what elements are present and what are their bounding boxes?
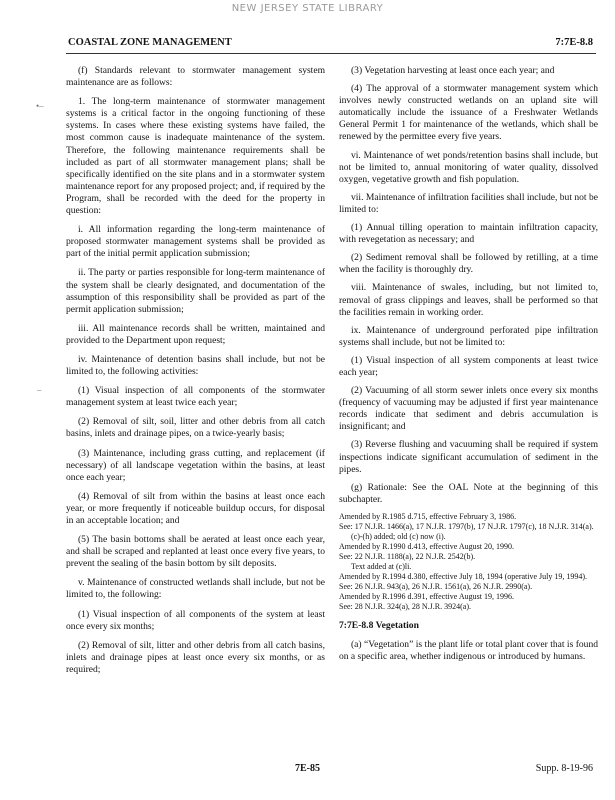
paragraph: (1) Annual tilling operation to maintain infiltration capacity, with revegetation as necessary; and	[339, 222, 598, 246]
paragraph: (3) Reverse flushing and vacuuming shall be required if system inspections indicate significant accumulation of sediment in the pipes.	[339, 439, 598, 475]
paragraph: iii. All maintenance records shall be written, maintained and provided to the Department upon request;	[66, 322, 325, 346]
history-line: See: 22 N.J.R. 1188(a), 22 N.J.R. 2542(b).	[339, 551, 476, 561]
paragraph: 1. The long-term maintenance of stormwater management systems is a critical factor in the ongoing functioning of these systems. In cases where these existing systems have failed, the most common cause is inadequate maintenance of the system. Therefore, the following maintenance requirements shall be included as part of all stormwater management plans; shall be specifically identified on the site plans and in a stormwater system maintenance report for any proposed project; and, if required by the Program, shall be recorded with the deed for the property in question:	[66, 96, 325, 217]
history-line: Amended by R.1994 d.380, effective July 18, 1994 (operative July 19, 1994).	[339, 571, 588, 581]
paragraph: (2) Removal of silt, litter and other debris from all catch basins, inlets and drainage pipes at least once every six months, or as required;	[66, 639, 325, 675]
paragraph: (4) Removal of silt from within the basins at least once each year, or more frequently if noticeable buildup occurs, for disposal in an acceptable location; and	[66, 490, 325, 526]
page-number: 7E-85	[295, 763, 320, 774]
paragraph: (2) Removal of silt, soil, litter and other debris from all catch basins, inlets and drainage pipes, on a twice-yearly basis;	[66, 416, 325, 440]
paragraph: (g) Rationale: See the OAL Note at the beginning of this subchapter.	[339, 481, 598, 505]
paragraph: (f) Standards relevant to stormwater management system maintenance are as follows:	[66, 65, 325, 89]
header-title: COASTAL ZONE MANAGEMENT	[68, 37, 232, 48]
history-line: See: 26 N.J.R. 943(a), 26 N.J.R. 1561(a), 26 N.J.R. 2990(a).	[339, 581, 533, 591]
paragraph: (1) Visual inspection of all components of the system at least once every six months;	[66, 608, 325, 632]
right-column	[339, 65, 598, 670]
paragraph: (1) Visual inspection of all components of the stormwater management system at least twice each year;	[66, 385, 325, 409]
paragraph: (2) Vacuuming of all storm sewer inlets once every six months (frequency of vacuuming may be adjusted if first year maintenance records indicate that sediment and debris accumulation is insignificant; and	[339, 385, 598, 433]
paragraph: (3) Vegetation harvesting at least once each year; and	[351, 65, 555, 76]
section-heading: 7:7E-8.8 Vegetation	[339, 619, 419, 631]
paragraph: v. Maintenance of constructed wetlands shall include, but not be limited to, the following:	[66, 577, 325, 601]
paragraph: i. All information regarding the long-term maintenance of proposed stormwater management systems shall be provided as part of the initial permit application submission;	[66, 224, 325, 260]
paragraph: viii. Maintenance of swales, including, but not limited to, removal of grass clippings and leaves, shall be performed so that the facilities remain in working order.	[339, 282, 598, 318]
history-line: Amended by R.1990 d.413, effective August 20, 1990.	[339, 541, 514, 551]
history-line: Text added at (c)li.	[351, 561, 412, 571]
history-line: See: 17 N.J.R. 1466(a), 17 N.J.R. 1797(b), 17 N.J.R. 1797(c), 18 N.J.R. 314(a).	[339, 521, 594, 531]
paragraph: vi. Maintenance of wet ponds/retention basins shall include, but not be limited to, annual monitoring of water quality, dissolved oxygen, vegetative growth and fish population.	[339, 149, 598, 185]
history-line: Amended by R.1996 d.391, effective August 19, 1996.	[339, 591, 514, 601]
history-line: (c)-(h) added; old (c) now (i).	[351, 531, 446, 541]
paragraph: iv. Maintenance of detention basins shall include, but not be limited to, the following activities:	[66, 353, 325, 378]
margin-mark: •–	[36, 101, 44, 111]
paragraph: ix. Maintenance of underground perforated pipe infiltration systems shall include, but not be limited to:	[339, 324, 598, 348]
supplement-date: Supp. 8-19-96	[535, 763, 593, 774]
paragraph: ii. The party or parties responsible for long-term maintenance of the system shall be clearly designated, and documentation of the assumption of this responsibility shall be provided as part of the permit application submission;	[66, 267, 325, 315]
paragraph: (5) The basin bottoms shall be aerated at least once each year, and shall be scraped and replanted at least once every five years, to prevent the sealing of the basin bottom by silt deposits.	[66, 534, 325, 570]
paragraph: (a) “Vegetation” is the plant life or total plant cover that is found on a specific area, whether indigenous or introduced by humans.	[339, 639, 598, 663]
paragraph: (3) Maintenance, including grass cutting, and replacement (if necessary) of all landscape vegetation within the basins, at least once each year;	[66, 447, 325, 483]
header-rule	[66, 53, 596, 54]
amendment-history	[339, 512, 598, 612]
library-stamp: NEW JERSEY STATE LIBRARY	[231, 3, 384, 14]
header-section-number: 7:7E-8.8	[555, 37, 593, 48]
history-line: Amended by R.1985 d.715, effective February 3, 1986.	[339, 511, 517, 521]
paragraph: (1) Visual inspection of all system components at least twice each year;	[339, 354, 598, 378]
margin-mark: –	[37, 385, 42, 395]
history-line: See: 28 N.J.R. 324(a), 28 N.J.R. 3924(a).	[339, 601, 471, 611]
paragraph: (4) The approval of a stormwater management system which involves newly constructed wetlands on an upland site will automatically include the issuance of a Freshwater Wetlands General Permit 1 for maintenance of the wetlands, which shall be renewed by the permittee every five years.	[339, 83, 598, 143]
running-header	[0, 37, 615, 53]
paragraph: (2) Sediment removal shall be followed by retilling, at a time when the facility is thoroughly dry.	[339, 252, 598, 276]
paragraph: vii. Maintenance of infiltration facilities shall include, but not be limited to:	[339, 191, 598, 215]
left-column	[66, 65, 325, 683]
